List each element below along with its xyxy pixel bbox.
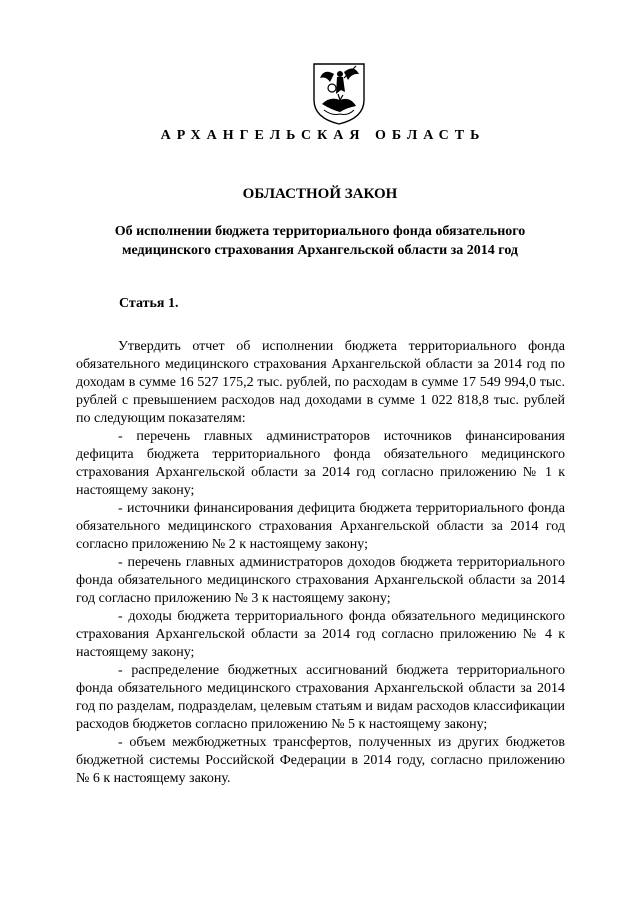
article-list-item: - объем межбюджетных трансфертов, полученных из других бюджетов бюджетной системы Российской Федерации в 2014 году, согласно приложению № 6 к настоящему закону. [76,735,565,786]
law-title: Об исполнении бюджета территориального фонда обязательного медицинского страхования Архангельской области за 2014 год [114,224,526,258]
article-list-item: - распределение бюджетных ассигнований бюджета территориального фонда обязательного медицинского страхования Архангельской области за 2014 год по разделам, подразделам, целевым статьям и видам расходов классификации расходов бюджетов согласно приложению № 5 к настоящему закону; [76,663,565,732]
article-list-item: - доходы бюджета территориального фонда обязательного медицинского страхования Архангельской области за 2014 год согласно приложению № 4 к настоящему закону; [76,609,565,660]
article-paragraph: Утвердить отчет об исполнении бюджета территориального фонда обязательного медицинского страхования Архангельской области за 2014 год по доходам в сумме 16 527 175,2 тыс. рублей, по расходам в сумме 17 549 994,0 тыс. рублей с превышением расходов над доходами в сумме 1 022 818,8 тыс. рублей по следующим показателям: [76,339,565,426]
article-heading: Статья 1. [119,296,179,311]
archangel-coat-of-arms-icon [310,60,368,126]
law-type: ОБЛАСТНОЙ ЗАКОН [242,186,398,202]
region-name: АРХАНГЕЛЬСКАЯ ОБЛАСТЬ [160,128,486,143]
article-list-item: - источники финансирования дефицита бюджета территориального фонда обязательного медицинского страхования Архангельской области за 2014 год согласно приложению № 2 к настоящему закону; [76,501,565,552]
article-body [76,338,565,788]
article-list-item: - перечень главных администраторов доходов бюджета территориального фонда обязательного медицинского страхования Архангельской области за 2014 год согласно приложению № 3 к настоящему закону; [76,555,565,606]
article-list-item: - перечень главных администраторов источников финансирования дефицита бюджета территориального фонда обязательного медицинского страхования Архангельской области за 2014 год согласно приложению № 1 к настоящему закону; [76,429,565,498]
